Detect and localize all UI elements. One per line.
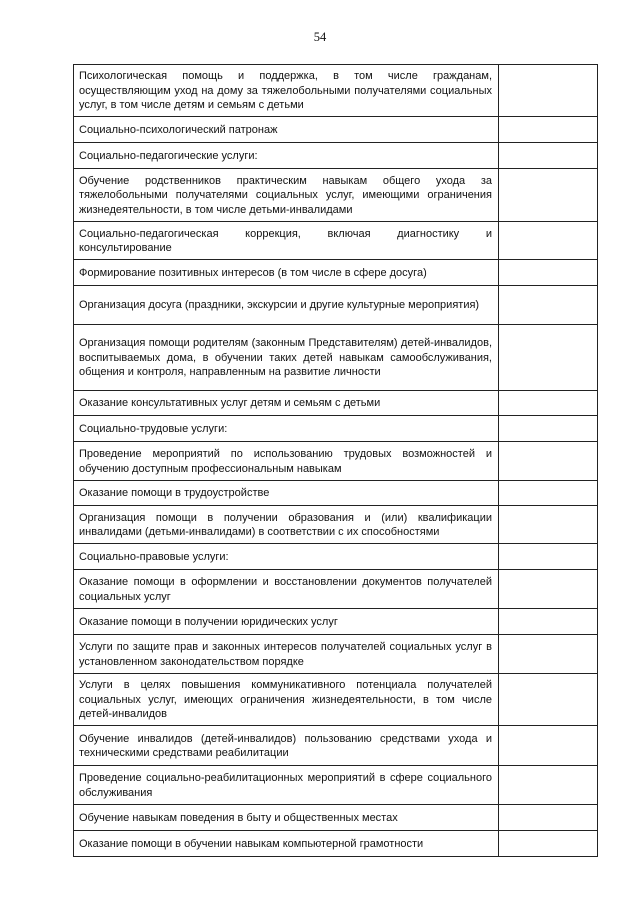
service-name-cell: Формирование позитивных интересов (в том числе в сфере досуга)	[74, 260, 499, 286]
empty-cell	[499, 635, 598, 674]
service-name-cell: Социально-правовые услуги:	[74, 544, 499, 570]
table-row	[74, 674, 598, 726]
empty-cell	[499, 609, 598, 635]
service-name-cell: Обучение инвалидов (детей-инвалидов) пользованию средствами ухода и техническими средствами реабилитации	[74, 726, 499, 766]
empty-cell	[499, 169, 598, 222]
empty-cell	[499, 222, 598, 260]
table-row	[74, 481, 598, 506]
service-name-cell: Психологическая помощь и поддержка, в том числе гражданам, осуществляющим уход на дому за тяжелобольными получателями социальных услуг, в том числе детям и семьям с детьми	[74, 65, 499, 117]
service-name-cell: Оказание помощи в получении юридических услуг	[74, 609, 499, 635]
table-row	[74, 805, 598, 831]
empty-cell	[499, 325, 598, 391]
empty-cell	[499, 416, 598, 442]
empty-cell	[499, 391, 598, 416]
table-row	[74, 260, 598, 286]
service-name-cell: Социально-педагогическая коррекция, включая диагностику и консультирование	[74, 222, 499, 260]
service-name-cell: Проведение социально-реабилитационных мероприятий в сфере социального обслуживания	[74, 766, 499, 805]
page-number: 54	[313, 30, 327, 44]
service-name-cell: Организация помощи в получении образования и (или) квалификации инвалидами (детьми-инвалидами) в соответствии с их способностями	[74, 506, 499, 544]
service-name-cell: Оказание консультативных услуг детям и семьям с детьми	[74, 391, 499, 416]
empty-cell	[499, 286, 598, 325]
service-name-cell: Организация помощи родителям (законным Представителям) детей-инвалидов, воспитываемых дома, в обучении таких детей навыкам самообслуживания, общения и контроля, направленным на развитие личности	[74, 325, 499, 391]
empty-cell	[499, 726, 598, 766]
empty-cell	[499, 766, 598, 805]
table-row	[74, 570, 598, 609]
service-name-cell: Услуги в целях повышения коммуникативного потенциала получателей социальных услуг, имеющих ограничения жизнедеятельности, в том числе детей-инвалидов	[74, 674, 499, 726]
table-row	[74, 391, 598, 416]
empty-cell	[499, 117, 598, 143]
service-name-cell: Социально-трудовые услуги:	[74, 416, 499, 442]
table-row	[74, 506, 598, 544]
table-row	[74, 635, 598, 674]
empty-cell	[499, 65, 598, 117]
table-row	[74, 609, 598, 635]
empty-cell	[499, 544, 598, 570]
service-name-cell: Организация досуга (праздники, экскурсии и другие культурные мероприятия)	[74, 286, 499, 325]
table-row	[74, 325, 598, 391]
empty-cell	[499, 831, 598, 857]
service-name-cell: Обучение навыкам поведения в быту и общественных местах	[74, 805, 499, 831]
service-name-cell: Услуги по защите прав и законных интересов получателей социальных услуг в установленном законодательством порядке	[74, 635, 499, 674]
service-name-cell: Оказание помощи в обучении навыкам компьютерной грамотности	[74, 831, 499, 857]
services-table-body	[74, 65, 598, 857]
service-name-cell: Социально-психологический патронаж	[74, 117, 499, 143]
table-row	[74, 222, 598, 260]
table-row	[74, 442, 598, 481]
service-name-cell: Оказание помощи в трудоустройстве	[74, 481, 499, 506]
empty-cell	[499, 805, 598, 831]
table-row	[74, 416, 598, 442]
empty-cell	[499, 570, 598, 609]
service-name-cell: Обучение родственников практическим навыкам общего ухода за тяжелобольными получателями социальных услуг, имеющими ограничения жизнедеятельности, в том числе детьми-инвалидами	[74, 169, 499, 222]
table-row	[74, 766, 598, 805]
table-row	[74, 726, 598, 766]
table-row	[74, 831, 598, 857]
empty-cell	[499, 260, 598, 286]
empty-cell	[499, 481, 598, 506]
empty-cell	[499, 506, 598, 544]
empty-cell	[499, 674, 598, 726]
service-name-cell: Оказание помощи в оформлении и восстановлении документов получателей социальных услуг	[74, 570, 499, 609]
services-table	[73, 64, 598, 857]
service-name-cell: Социально-педагогические услуги:	[74, 143, 499, 169]
table-row	[74, 169, 598, 222]
empty-cell	[499, 442, 598, 481]
empty-cell	[499, 143, 598, 169]
table-row	[74, 65, 598, 117]
table-row	[74, 544, 598, 570]
table-row	[74, 117, 598, 143]
table-row	[74, 286, 598, 325]
service-name-cell: Проведение мероприятий по использованию трудовых возможностей и обучению доступным профессиональным навыкам	[74, 442, 499, 481]
table-row	[74, 143, 598, 169]
